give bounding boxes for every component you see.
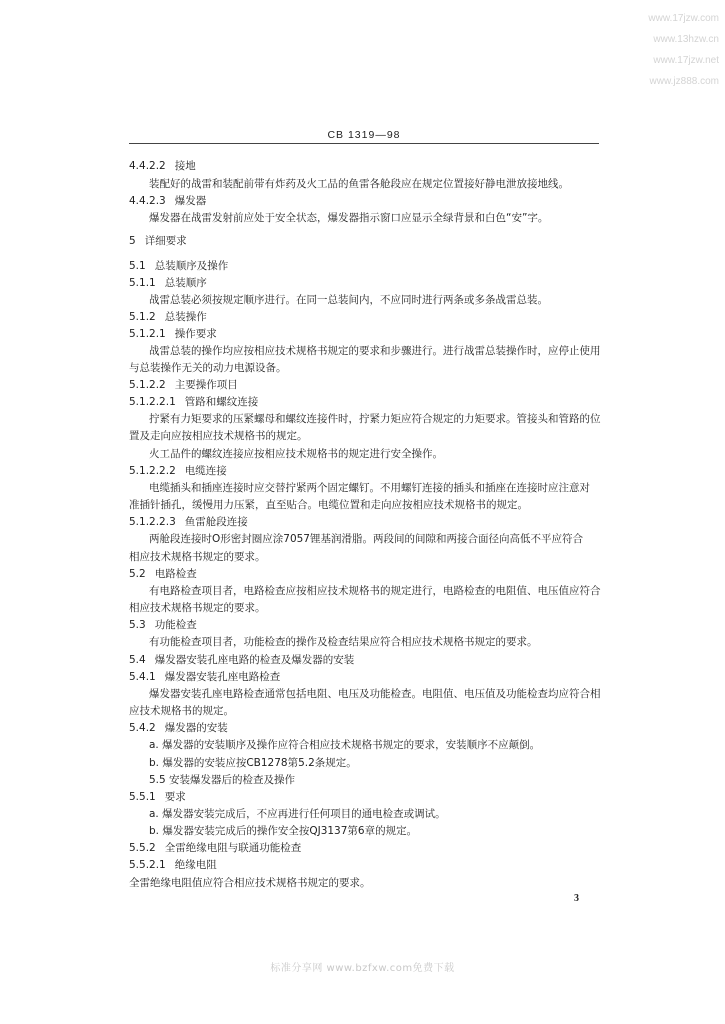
- body-text-line: [129, 876, 371, 890]
- line-text: 接地: [174, 160, 196, 172]
- body-text-line: [149, 687, 601, 701]
- line-text: 爆发器: [174, 195, 207, 207]
- section-number: 5.1: [129, 260, 146, 272]
- watermark-line: www.13hzw.cn: [653, 34, 719, 45]
- body-text-line: [149, 738, 540, 752]
- body-text-line: [129, 498, 528, 512]
- section-heading: [129, 276, 207, 290]
- line-text: 操作要求: [174, 328, 217, 340]
- section-heading: [129, 670, 280, 684]
- line-text: 爆发器安装孔座电路的检查及爆发器的安装: [154, 654, 355, 666]
- line-text: 要求: [164, 791, 186, 803]
- line-text: 两舱段连接时O形密封圈应涂7057锂基润滑脂。两段间的间隙和两接合面径向高低不平应符合: [149, 533, 583, 545]
- line-text: 全雷绝缘电阻与联通功能检查: [164, 842, 302, 854]
- body-text-line: [129, 704, 234, 718]
- section-number: 5.1.2.2: [129, 379, 166, 391]
- line-text: 爆发器安装孔座电路检查通常包括电阻、电压及功能检查。电阻值、电压值及功能检查均应符合相: [149, 688, 601, 700]
- footer-watermark: 标准分享网 www.bzfxw.com免费下载: [270, 963, 455, 974]
- line-text: 准插针插孔，缓慢用力压紧，直至贴合。电缆位置和走向应按相应技术规格书的规定。: [129, 499, 528, 511]
- body-text-line: [149, 177, 569, 191]
- body-text-line: [149, 211, 548, 225]
- body-text-line: [129, 361, 287, 375]
- section-heading: [129, 327, 217, 341]
- line-text: a. 爆发器的安装顺序及操作应符合相应技术规格书规定的要求，安装顺序不应颠倒。: [149, 739, 541, 751]
- section-number: 5.4: [129, 654, 146, 666]
- line-text: 拧紧有力矩要求的压紧螺母和螺纹连接件时，拧紧力矩应符合规定的力矩要求。管接头和管路的位: [149, 413, 601, 425]
- line-text: 爆发器安装孔座电路检查: [164, 671, 281, 683]
- section-number: 5: [129, 235, 136, 247]
- section-number: 5.2: [129, 568, 146, 580]
- section-number: 5.1.2: [129, 311, 156, 323]
- body-text-line: [149, 447, 443, 461]
- line-text: b. 爆发器的安装应按CB1278第5.2条规定。: [149, 757, 357, 769]
- watermark-line: www.17jzw.com: [648, 13, 719, 24]
- line-text: 爆发器的安装: [164, 722, 228, 734]
- header-divider: [129, 143, 599, 144]
- section-number: 5.5.2.1: [129, 859, 166, 871]
- section-number: 5.3: [129, 619, 146, 631]
- line-text: 应技术规格书的规定。: [129, 705, 234, 717]
- section-heading: [129, 567, 197, 581]
- site-watermark: [648, 8, 719, 92]
- section-heading: [129, 234, 187, 248]
- section-number: 4.4.2.2: [129, 160, 166, 172]
- body-text-line: [149, 412, 601, 426]
- section-heading: [129, 618, 197, 632]
- section-heading: [129, 858, 217, 872]
- section-heading: [129, 194, 206, 208]
- section-heading: [129, 790, 186, 804]
- line-text: 全雷绝缘电阻值应符合相应技术规格书规定的要求。: [129, 877, 371, 889]
- body-text-line: [149, 807, 446, 821]
- body-text-line: [149, 344, 601, 358]
- line-text: 主要操作项目: [174, 379, 238, 391]
- section-heading: [129, 515, 248, 529]
- line-text: 相应技术规格书规定的要求。: [129, 551, 266, 563]
- line-text: a. 爆发器安装完成后，不应再进行任何项目的通电检查或调试。: [149, 808, 446, 820]
- line-text: 管路和螺纹连接: [184, 396, 259, 408]
- watermark-line: www.jz888.com: [649, 76, 719, 87]
- line-text: 绝缘电阻: [174, 859, 217, 871]
- line-text: 战雷总装必须按规定顺序进行。在同一总装间内，不应同时进行两条或多条战雷总装。: [149, 294, 548, 306]
- watermark-line: www.17jzw.net: [653, 55, 719, 66]
- line-text: 总装操作: [164, 311, 207, 323]
- section-heading: [129, 159, 196, 173]
- line-text: 爆发器在战雷发射前应处于安全状态，爆发器指示窗口应显示全绿背景和白色“安”字。: [149, 212, 549, 224]
- line-text: b. 爆发器安装完成后的操作安全按QJ3137第6章的规定。: [149, 825, 418, 837]
- line-text: 5.5 安装爆发器后的检查及操作: [149, 774, 296, 786]
- section-number: 5.1.2.2.2: [129, 465, 176, 477]
- section-number: 4.4.2.3: [129, 195, 166, 207]
- section-number: 5.1.1: [129, 277, 156, 289]
- body-text-line: [149, 756, 357, 770]
- line-text: 装配好的战雷和装配前带有炸药及火工品的鱼雷各舱段应在规定位置接好静电泄放接地线。: [149, 178, 569, 190]
- section-number: 5.1.2.2.1: [129, 396, 176, 408]
- section-heading: [129, 259, 228, 273]
- section-number: 5.1.2.2.3: [129, 516, 176, 528]
- line-text: 相应技术规格书规定的要求。: [129, 602, 266, 614]
- line-text: 有功能检查项目者，功能检查的操作及检查结果应符合相应技术规格书规定的要求。: [149, 636, 538, 648]
- section-heading: [129, 464, 227, 478]
- document-code-header: CB 1319—98: [327, 129, 401, 141]
- body-text-line: [129, 429, 308, 443]
- line-text: 鱼雷舱段连接: [184, 516, 248, 528]
- body-text-line: [149, 481, 590, 495]
- line-text: 功能检查: [154, 619, 197, 631]
- section-heading: [129, 310, 207, 324]
- line-text: 火工品件的螺纹连接应按相应技术规格书的规定进行安全操作。: [149, 448, 443, 460]
- section-number: 5.5.1: [129, 791, 156, 803]
- body-text-line: [129, 550, 266, 564]
- body-text-line: [149, 635, 538, 649]
- section-heading: [129, 395, 258, 409]
- section-heading: [129, 841, 301, 855]
- section-heading: [129, 721, 228, 735]
- section-number: 5.5.2: [129, 842, 156, 854]
- body-text-line: [149, 532, 583, 546]
- line-text: 详细要求: [144, 235, 187, 247]
- page-number: 3: [574, 893, 579, 904]
- line-text: 总装顺序及操作: [154, 260, 229, 272]
- body-text-line: [149, 293, 548, 307]
- line-text: 电缆插头和插座连接时应交替拧紧两个固定螺钉。不用螺钉连接的插头和插座在连接时应注意对: [149, 482, 590, 494]
- section-heading: [129, 653, 354, 667]
- line-text: 电缆连接: [184, 465, 227, 477]
- line-text: 置及走向应按相应技术规格书的规定。: [129, 430, 308, 442]
- line-text: 总装顺序: [164, 277, 207, 289]
- line-text: 与总装操作无关的动力电源设备。: [129, 362, 287, 374]
- line-text: 战雷总装的操作均应按相应技术规格书规定的要求和步骤进行。进行战雷总装操作时，应停止使用: [149, 345, 601, 357]
- body-text-line: [129, 601, 266, 615]
- line-text: 电路检查: [154, 568, 197, 580]
- section-number: 5.1.2.1: [129, 328, 166, 340]
- section-heading: [129, 378, 238, 392]
- body-text-line: [149, 773, 295, 787]
- section-number: 5.4.2: [129, 722, 156, 734]
- body-text-line: [149, 584, 601, 598]
- section-number: 5.4.1: [129, 671, 156, 683]
- body-text-line: [149, 824, 417, 838]
- line-text: 有电路检查项目者，电路检查应按相应技术规格书的规定进行，电路检查的电阻值、电压值应符合: [149, 585, 601, 597]
